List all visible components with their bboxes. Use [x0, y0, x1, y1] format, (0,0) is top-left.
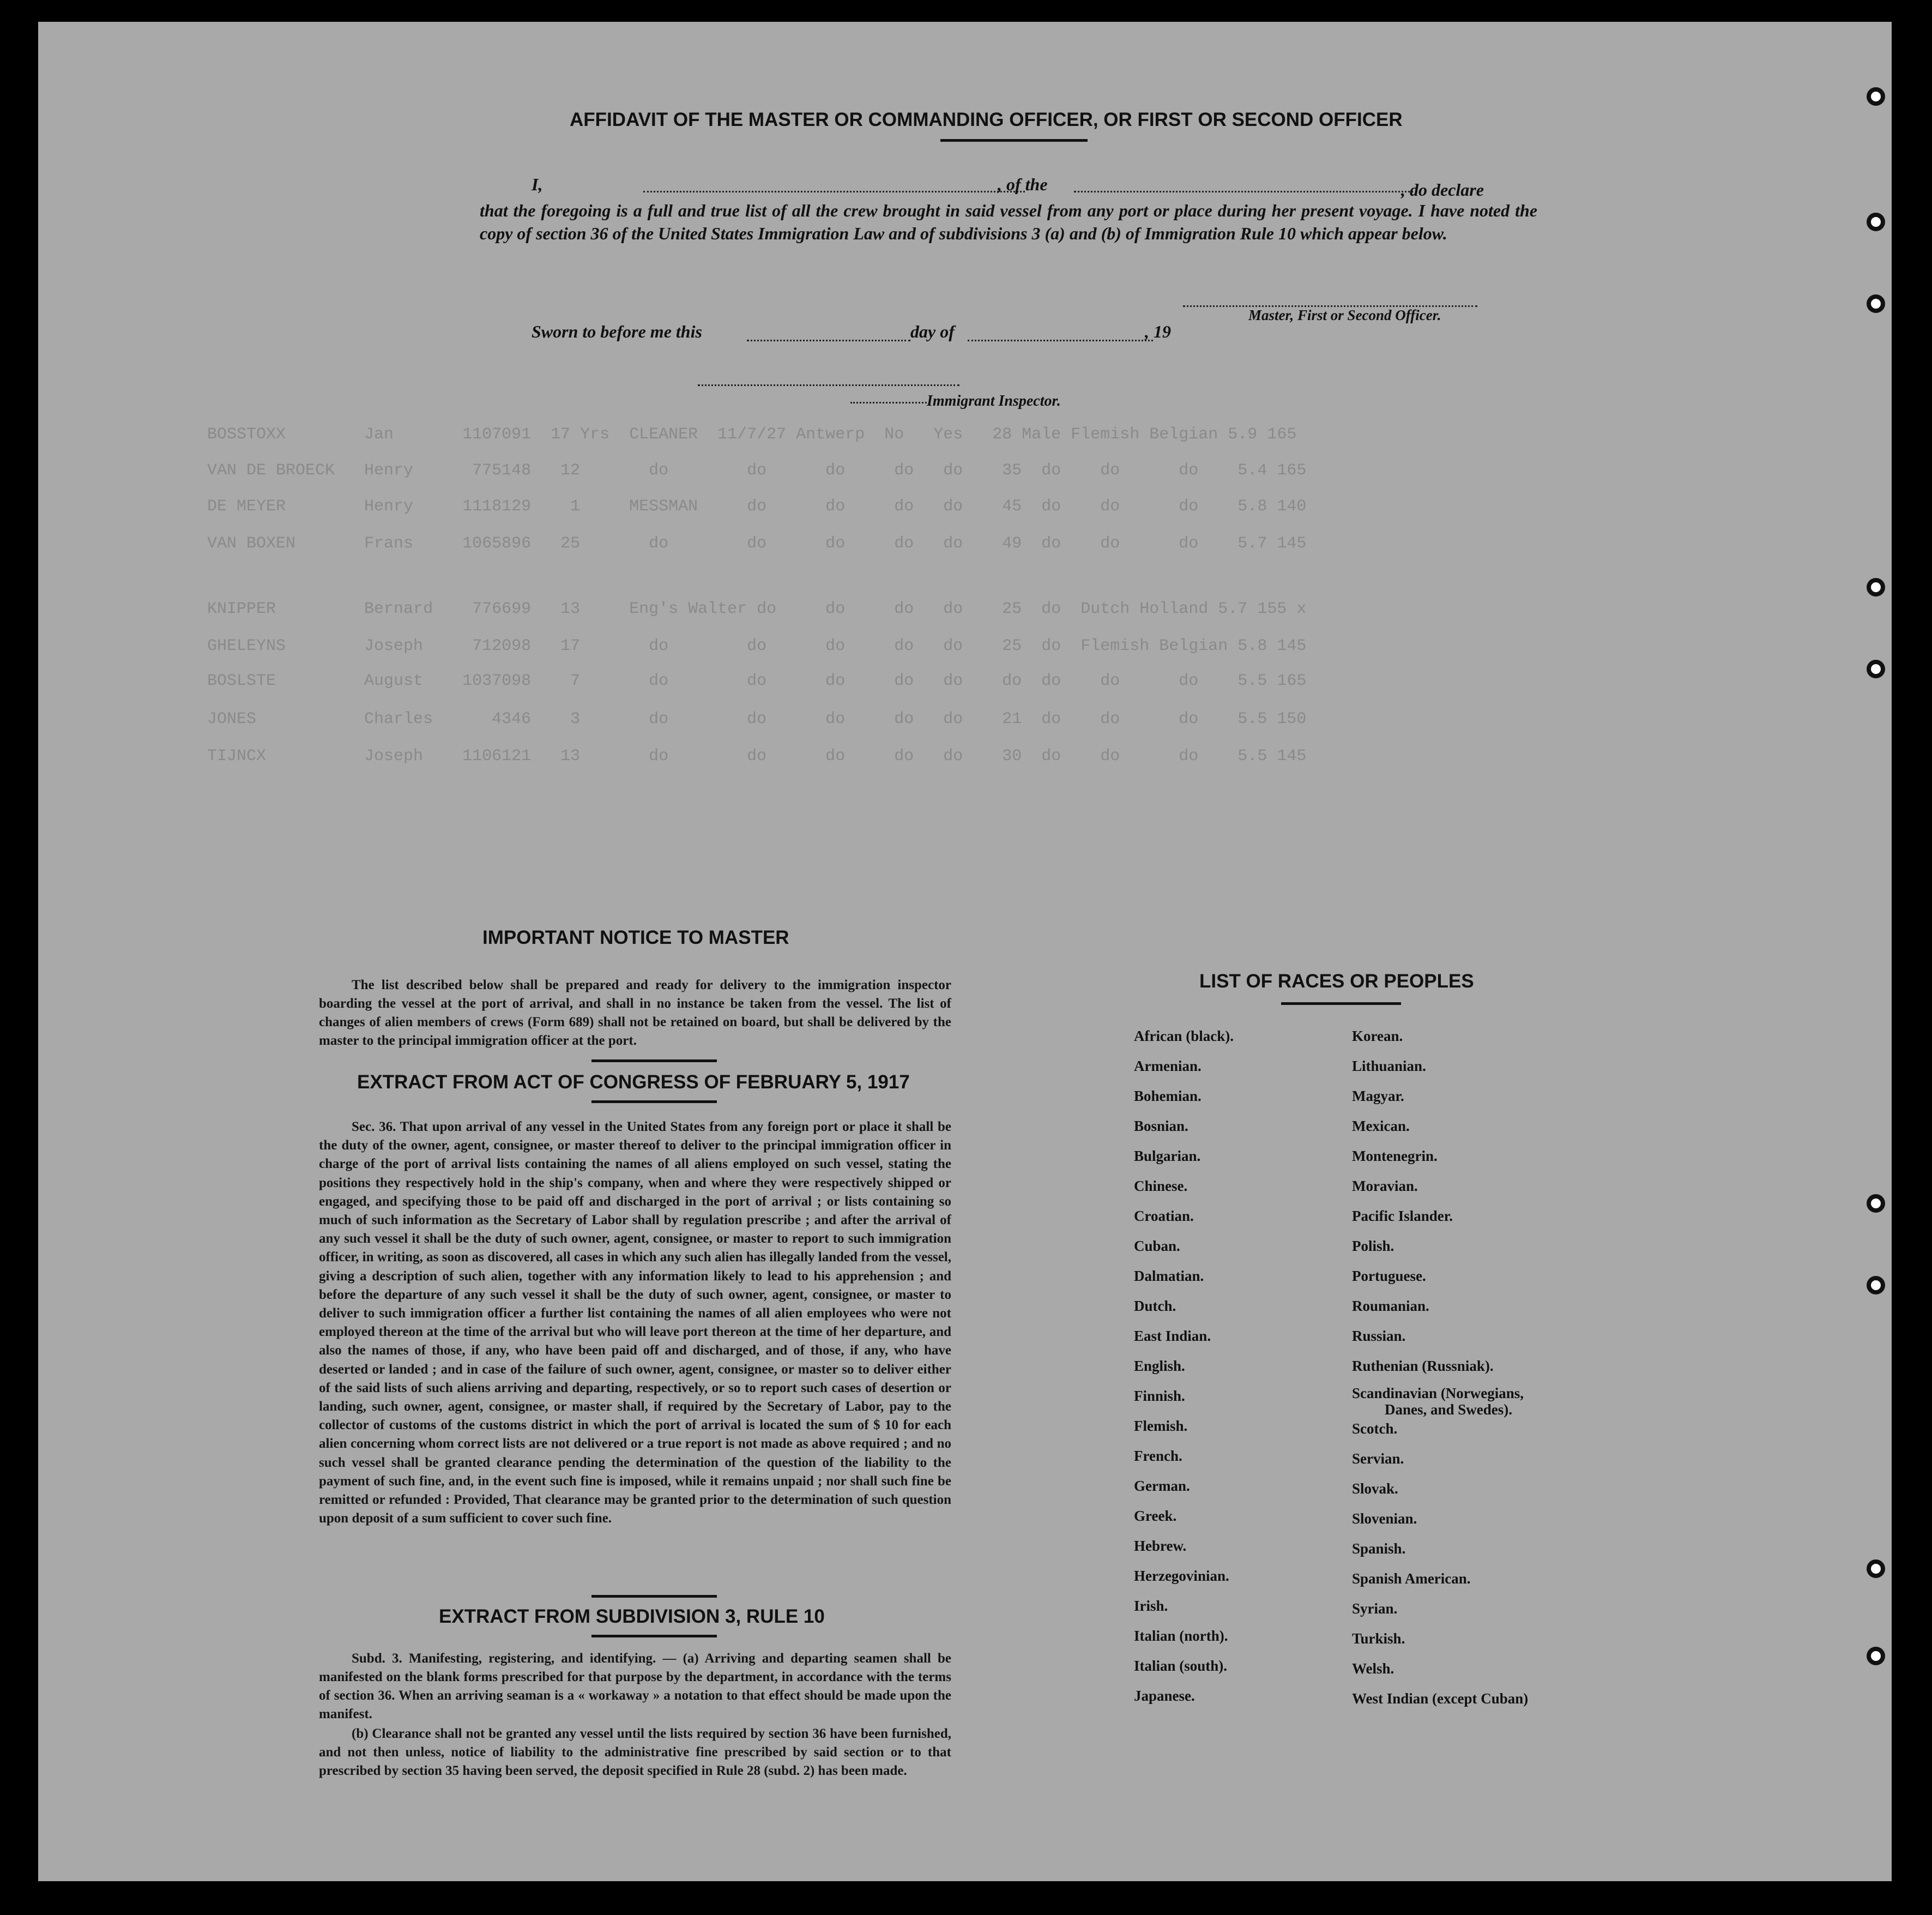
binder-hole	[1867, 213, 1885, 231]
bleed-row: DE MEYER Henry 1118129 1 MESSMAN do do do do 45 do do do 5.8 140	[207, 497, 1307, 516]
binder-hole	[1867, 1559, 1885, 1578]
race-item: Mexican.	[1352, 1118, 1410, 1134]
race-item: Italian (south).	[1134, 1658, 1228, 1674]
race-item: Polish.	[1352, 1238, 1394, 1254]
bleed-row: TIJNCX Joseph 1106121 13 do do do do do 30 do do do 5.5 145	[207, 747, 1307, 766]
sworn-day-blank	[747, 340, 910, 341]
race-item: Slovak.	[1352, 1480, 1398, 1497]
race-item: Croatian.	[1134, 1208, 1194, 1224]
bleed-row: VAN BOXEN Frans 1065896 25 do do do do do 49 do do do 5.7 145	[207, 534, 1307, 553]
divider	[940, 139, 1088, 142]
races-title: LIST OF RACES OR PEOPLES	[1199, 971, 1474, 992]
binder-hole	[1867, 294, 1885, 313]
bleed-row: BOSSTOXX Jan 1107091 17 Yrs CLEANER 11/7/27 Antwerp No Yes 28 Male Flemish Belgian 5.9 165	[207, 425, 1297, 444]
affidavit-declare: , do declare	[1401, 180, 1484, 200]
binder-hole	[1867, 578, 1885, 597]
inspector-label: Immigrant Inspector.	[927, 393, 1061, 410]
race-item: Spanish.	[1352, 1540, 1406, 1557]
affidavit-of-the: , of the	[998, 174, 1048, 194]
divider	[591, 1059, 717, 1062]
race-item: Russian.	[1352, 1328, 1406, 1344]
bleed-row: BOSLSTE August 1037098 7 do do do do do do do do do 5.5 165	[207, 672, 1307, 690]
race-item: East Indian.	[1134, 1328, 1211, 1344]
name-blank	[643, 191, 1025, 192]
notice-text: The list described below shall be prepared and ready for delivery to the immigration inspector boarding the vessel at the port of arrival, and shall in no instance be taken from the vessel. The list of changes of alien members of crews (Form 689) shall not be retained on board, but shall be delivered by the master to the principal immigration officer at the port.	[319, 978, 951, 1048]
rule-text-b: (b) Clearance shall not be granted any vessel until the lists required by section 36 have been furnished, and not then unless, notice of liability to the administrative fine prescribed by said section or to that prescribed by section 35 having been served, the deposit specified in Rule 28 (subd. 2) has been made.	[319, 1726, 951, 1778]
act-text: Sec. 36. That upon arrival of any vessel in the United States from any foreign port or place it shall be the duty of the owner, agent, consignee, or master thereof to deliver to the principal immigration officer in charge of the port of arrival lists containing the names of all aliens employed on such vessel, stating the positions they respectively hold in the ship's company, when and where they were respectively shipped or engaged, and specifying those to be paid off and discharged in the port of arrival ; or lists containing so much of such information as the Secretary of Labor shall by regulation prescribe ; and after the arrival of any such vessel it shall be the duty of such owner, agent, consignee, or master to report to such immigration officer, in writing, as soon as discovered, all cases in which any such alien has illegally landed from the vessel, giving a description of such alien, together with any information likely to lead to his apprehension ; and before the departure of any such vessel it shall be the duty of such owner, agent, consignee, or master to deliver to such immigration officer a further list containing the names of all alien employees who were not employed thereon at the time of the arrival but who will leave port thereon at the time of her departure, and also the names of those, if any, who have been paid off and discharged, and of those, if any, who have deserted or landed ; and in case of the failure of such owner, agent, consignee, or master so to deliver either of the said lists of such aliens arriving and departing, respectively, or so to report such cases of desertion or landing, such owner, agent, consignee, or master shall, if required by the Secretary of Labor, pay to the collector of customs of the customs district in which the port of arrival is located the sum of $ 10 for each alien concerning whom correct lists are not delivered or a true report is not made as above required ; and no such vessel shall be granted clearance pending the determination of the question of the liability to the payment of such fine, and, in the event such fine is imposed, while it remains unpaid ; nor shall such fine be remitted or refunded : Provided, That clearance may be granted prior to the determination of such question upon deposit of a sum sufficient to cover such fine.	[319, 1119, 951, 1526]
race-item: Moravian.	[1352, 1178, 1418, 1194]
binder-hole	[1867, 1647, 1885, 1665]
race-item: Portuguese.	[1352, 1268, 1426, 1284]
race-item: Syrian.	[1352, 1600, 1398, 1617]
race-item: Slovenian.	[1352, 1510, 1417, 1527]
race-item: Magyar.	[1352, 1088, 1404, 1104]
divider	[591, 1595, 717, 1598]
race-item: Dalmatian.	[1134, 1268, 1204, 1284]
race-item: African (black).	[1134, 1028, 1234, 1044]
year-text: , 19	[1145, 322, 1171, 341]
race-item: Welsh.	[1352, 1660, 1394, 1677]
sworn-text: Sworn to before me this	[532, 322, 702, 341]
race-item: Irish.	[1134, 1598, 1168, 1614]
rule-title: EXTRACT FROM SUBDIVISION 3, RULE 10	[439, 1606, 825, 1627]
race-item: Hebrew.	[1134, 1538, 1187, 1554]
race-item: English.	[1134, 1358, 1185, 1374]
race-item: Finnish.	[1134, 1388, 1185, 1404]
race-item: Greek.	[1134, 1508, 1177, 1524]
binder-hole	[1867, 87, 1885, 106]
race-item: West Indian (except Cuban)	[1352, 1690, 1529, 1707]
race-item: Bulgarian.	[1134, 1148, 1201, 1164]
binder-hole	[1867, 660, 1885, 678]
race-item: Scotch.	[1352, 1420, 1398, 1437]
sworn-month-blank	[968, 340, 1153, 341]
race-item: German.	[1134, 1478, 1190, 1494]
race-item: Italian (north).	[1134, 1628, 1228, 1644]
race-item: Servian.	[1352, 1450, 1404, 1467]
day-of-text: day of	[910, 322, 955, 341]
master-signature-label: Master, First or Second Officer.	[1248, 307, 1441, 323]
affidavit-body: that the foregoing is a full and true list of all the crew brought in said vessel from any port or place during her present voyage. I have noted the copy of section 36 of the United States Immigration Law and of subdivisions 3 (a) and (b) of Immigration Rule 10 which appear below.	[480, 201, 1537, 243]
race-item: Spanish American.	[1352, 1570, 1471, 1587]
race-item: Turkish.	[1352, 1630, 1405, 1647]
inspector-signature-line	[698, 384, 959, 386]
race-item-continued: Danes, and Swedes).	[1385, 1401, 1513, 1418]
race-item: Herzegovinian.	[1134, 1568, 1229, 1584]
race-item: Korean.	[1352, 1028, 1403, 1044]
race-item: Japanese.	[1134, 1688, 1195, 1704]
race-item: Pacific Islander.	[1352, 1208, 1453, 1224]
race-item: Flemish.	[1134, 1418, 1188, 1434]
race-item: Lithuanian.	[1352, 1058, 1426, 1074]
race-item: Montenegrin.	[1352, 1148, 1438, 1164]
race-item: Chinese.	[1134, 1178, 1188, 1194]
notice-title: IMPORTANT NOTICE TO MASTER	[482, 927, 789, 948]
race-item: French.	[1134, 1448, 1182, 1464]
race-item: Roumanian.	[1352, 1298, 1429, 1314]
race-item: Bosnian.	[1134, 1118, 1188, 1134]
race-item: Ruthenian (Russniak).	[1352, 1358, 1494, 1374]
bleed-row: KNIPPER Bernard 776699 13 Eng's Walter do do do do 25 do Dutch Holland 5.7 155 x	[207, 600, 1307, 618]
race-item: Cuban.	[1134, 1238, 1180, 1254]
race-item: Dutch.	[1134, 1298, 1176, 1314]
divider	[591, 1100, 717, 1103]
inspector-short-line	[850, 402, 927, 404]
binder-hole	[1867, 1194, 1885, 1213]
divider	[1281, 1002, 1401, 1005]
affidavit-i: I,	[532, 174, 543, 194]
bleed-row: VAN DE BROECK Henry 775148 12 do do do do do 35 do do do 5.4 165	[207, 461, 1307, 480]
affidavit-title: AFFIDAVIT OF THE MASTER OR COMMANDING OFFICER, OR FIRST OR SECOND OFFICER	[570, 109, 1403, 130]
race-item: Armenian.	[1134, 1058, 1202, 1074]
bleed-row: JONES Charles 4346 3 do do do do do 21 do do do 5.5 150	[207, 710, 1307, 728]
act-title: EXTRACT FROM ACT OF CONGRESS OF FEBRUARY 5, 1917	[357, 1071, 910, 1093]
vessel-blank	[1074, 191, 1417, 192]
bleed-row: GHELEYNS Joseph 712098 17 do do do do do 25 do Flemish Belgian 5.8 145	[207, 637, 1307, 655]
divider	[591, 1635, 717, 1637]
manifest-page	[38, 22, 1892, 1881]
race-item: Scandinavian (Norwegians,	[1352, 1385, 1524, 1401]
rule-text-a: Subd. 3. Manifesting, registering, and identifying. — (a) Arriving and departing seamen shall be manifested on the blank forms prescribed for that purpose by the department, in accordance with the terms of section 36. When an arriving seaman is a « workaway » a notation to that effect should be made upon the manifest.	[319, 1651, 951, 1721]
binder-hole	[1867, 1276, 1885, 1294]
race-item: Bohemian.	[1134, 1088, 1202, 1104]
